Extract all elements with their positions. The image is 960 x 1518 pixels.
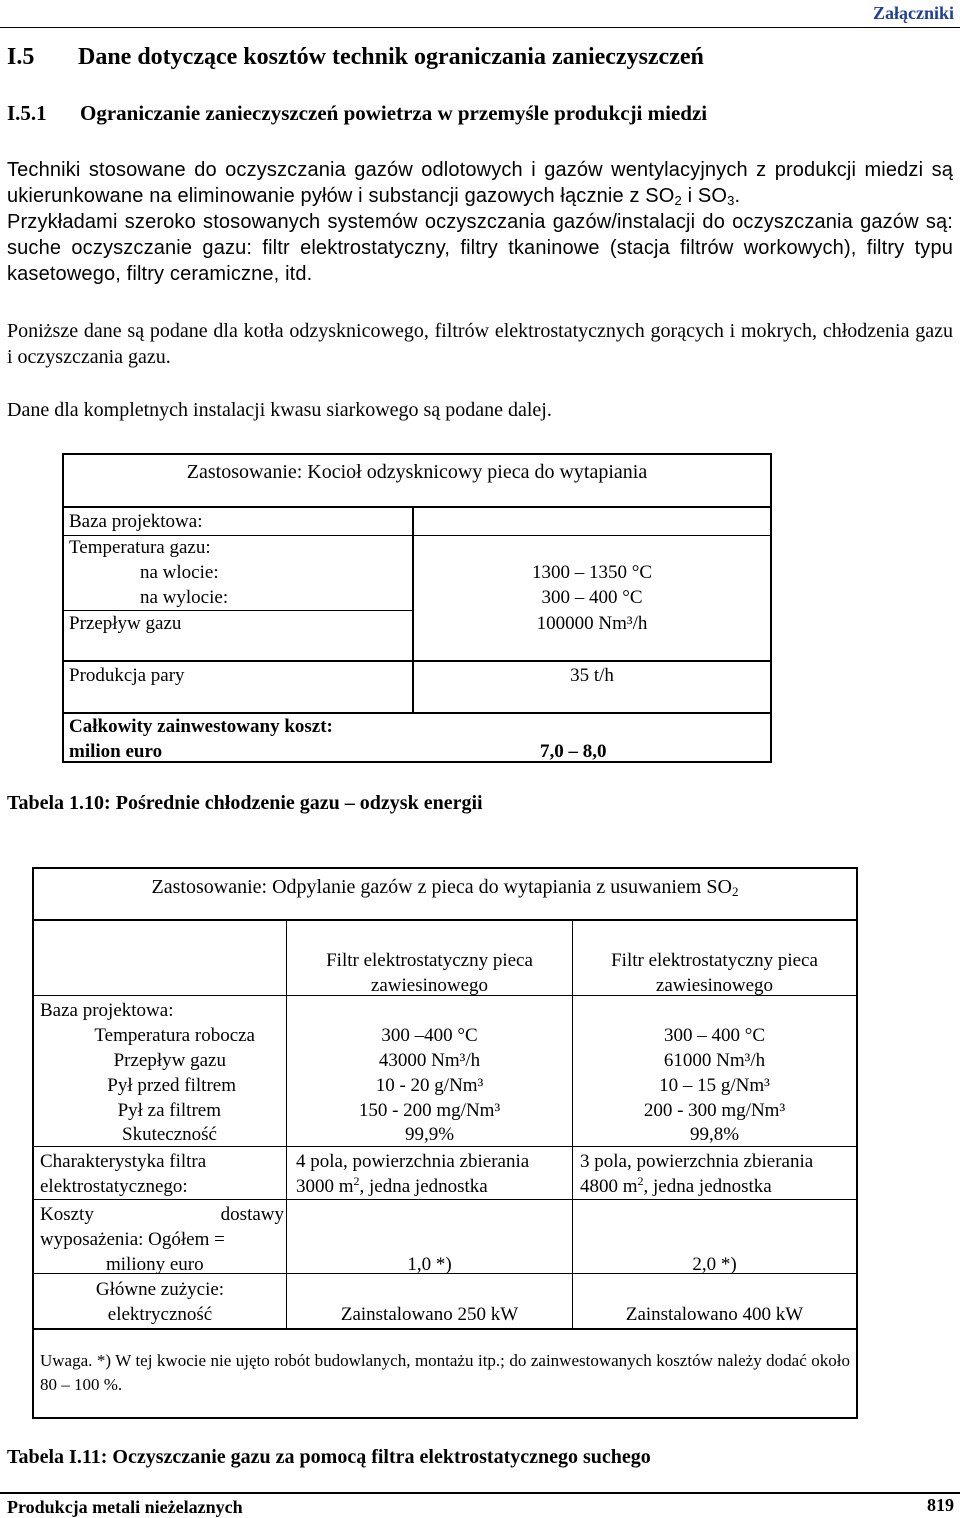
filter-characteristics-value-2: 3 pola, powierzchnia zbierania 4800 $m^2$, jedna jednostka bbox=[580, 1151, 814, 1197]
outlet-label: na wylocie: bbox=[140, 587, 229, 608]
table-divider bbox=[64, 506, 770, 508]
subsection-heading bbox=[7, 101, 707, 126]
section-number: I.5 bbox=[7, 44, 35, 70]
table-divider bbox=[34, 1199, 856, 1200]
inlet-label: na wlocie: bbox=[140, 562, 219, 583]
table-divider bbox=[414, 535, 770, 536]
steam-production-value: 35 t/h bbox=[570, 665, 614, 686]
main-consumption-label: Główne zużycie: elektryczność bbox=[95, 1279, 225, 1325]
dust-after-filter-value-1: 150 - 200 mg/Nm³ bbox=[358, 1100, 501, 1121]
footer-document-title: Produkcja metali nieżelaznych bbox=[7, 1497, 243, 1517]
gas-flow-value-2: 61000 Nm³/h bbox=[663, 1050, 766, 1071]
table-caption-1: Tabela 1.10: Pośrednie chłodzenie gazu – odzysk energii bbox=[7, 792, 483, 814]
filter-characteristics-value-1: 4 pola, powierzchnia zbierania 3000 $m^2$, jedna jednostka bbox=[296, 1151, 530, 1197]
table-title: Zastosowanie: Odpylanie gazów z pieca do wytapiania z usuwaniem $SO_2$ bbox=[151, 876, 739, 899]
equipment-cost-value-1: 1,0 *) bbox=[407, 1254, 452, 1275]
dust-after-filter-value-2: 200 - 300 mg/Nm³ bbox=[643, 1100, 786, 1121]
boiler-cost-table bbox=[62, 453, 772, 763]
design-basis-label: Baza projektowa: bbox=[40, 1000, 174, 1021]
dust-after-filter-label: Pył za filtrem bbox=[117, 1100, 221, 1121]
column-header-1: Filtr elektrostatyczny pieca zawiesinowego bbox=[326, 950, 533, 996]
section-heading bbox=[7, 44, 704, 71]
equipment-cost-value-2: 2,0 *) bbox=[692, 1254, 737, 1275]
dust-before-filter-value-2: 10 – 15 g/Nm³ bbox=[659, 1075, 770, 1096]
main-consumption-value-1: Zainstalowano 250 kW bbox=[340, 1304, 519, 1325]
efficiency-label: Skuteczność bbox=[122, 1124, 217, 1145]
table-note: Uwaga. *) W tej kwocie nie ujęto robót budowlanych, montażu itp.; do zainwestowanych kosztów należy dodać około 80 – 100 %. bbox=[40, 1351, 850, 1394]
intro-paragraph-3: Poniższe dane są podane dla kotła odzysknicowego, filtrów elektrostatycznych gorących i mokrych, chłodzenia gazu i oczyszczania gazu. bbox=[7, 320, 953, 368]
header-divider bbox=[0, 27, 960, 28]
equipment-cost-label: Koszty dostawy wyposażenia: Ogółem = miliony euro bbox=[40, 1204, 284, 1275]
footer-divider bbox=[0, 1492, 960, 1494]
table-caption-2: Tabela I.11: Oczyszczanie gazu za pomocą filtra elektrostatycznego suchego bbox=[7, 1446, 651, 1468]
subsection-number: I.5.1 bbox=[7, 101, 47, 125]
table-title: Zastosowanie: Kocioł odzysknicowy pieca do wytapiania bbox=[186, 461, 648, 483]
section-title: Dane dotyczące kosztów technik ograniczania zanieczyszczeń bbox=[78, 44, 704, 70]
efficiency-value-1: 99,9% bbox=[404, 1124, 455, 1145]
document-section-label: Załączniki bbox=[872, 3, 954, 23]
intro-paragraph-4: Dane dla kompletnych instalacji kwasu siarkowego są podane dalej. bbox=[7, 399, 552, 421]
table-divider bbox=[34, 1328, 856, 1330]
dust-before-filter-value-1: 10 - 20 g/Nm³ bbox=[375, 1075, 484, 1096]
gas-flow-label: Przepływ gazu bbox=[69, 613, 182, 634]
operating-temperature-value-1: 300 –400 °C bbox=[381, 1025, 478, 1046]
steam-production-label: Produkcja pary bbox=[69, 665, 185, 686]
gas-flow-value: 100000 Nm³/h bbox=[536, 613, 648, 634]
column-header-2: Filtr elektrostatyczny pieca zawiesinowego bbox=[611, 950, 818, 996]
gas-flow-label: Przepływ gazu bbox=[113, 1050, 226, 1071]
operating-temperature-value-2: 300 – 400 °C bbox=[663, 1025, 766, 1046]
table-divider bbox=[64, 660, 770, 662]
gas-flow-value-1: 43000 Nm³/h bbox=[378, 1050, 481, 1071]
total-cost-value: 7,0 – 8,0 bbox=[540, 741, 607, 762]
efficiency-value-2: 99,8% bbox=[689, 1124, 740, 1145]
total-cost-label: Całkowity zainwestowany koszt: bbox=[69, 716, 333, 737]
operating-temperature-label: Temperatura robocza bbox=[94, 1025, 255, 1046]
table-divider bbox=[34, 919, 856, 921]
dust-before-filter-label: Pył przed filtrem bbox=[107, 1075, 236, 1096]
inlet-value: 1300 – 1350 °C bbox=[531, 562, 653, 583]
outlet-value: 300 – 400 °C bbox=[541, 587, 643, 608]
filter-characteristics-label: Charakterystyka filtra elektrostatycznego: bbox=[40, 1151, 207, 1197]
intro-paragraph-2: Przykładami szeroko stosowanych systemów oczyszczania gazów/instalacji do oczyszczania gazów są: suche oczyszczanie gazu: filtr elektrostatyczny, filtry tkaninowe (stacja filtrów workowych), filtry typu kasetowego, filtry ceramiczne, itd. bbox=[7, 211, 953, 285]
design-basis-label: Baza projektowa: bbox=[69, 511, 203, 532]
intro-paragraph-1: Techniki stosowane do oczyszczania gazów odlotowych i gazów wentylacyjnych z produkcji miedzi są ukierunkowane na eliminowanie pyłów i substancji gazowych łącznie z $SO_2$ i $SO_3$. bbox=[7, 159, 953, 208]
gas-temperature-label: Temperatura gazu: bbox=[69, 537, 211, 558]
subsection-title: Ograniczanie zanieczyszczeń powietrza w przemyśle produkcji miedzi bbox=[80, 101, 708, 125]
total-cost-unit: milion euro bbox=[69, 741, 163, 762]
esp-cost-table bbox=[32, 867, 858, 1419]
main-consumption-value-2: Zainstalowano 400 kW bbox=[625, 1304, 804, 1325]
page-number: 819 bbox=[927, 1495, 954, 1515]
